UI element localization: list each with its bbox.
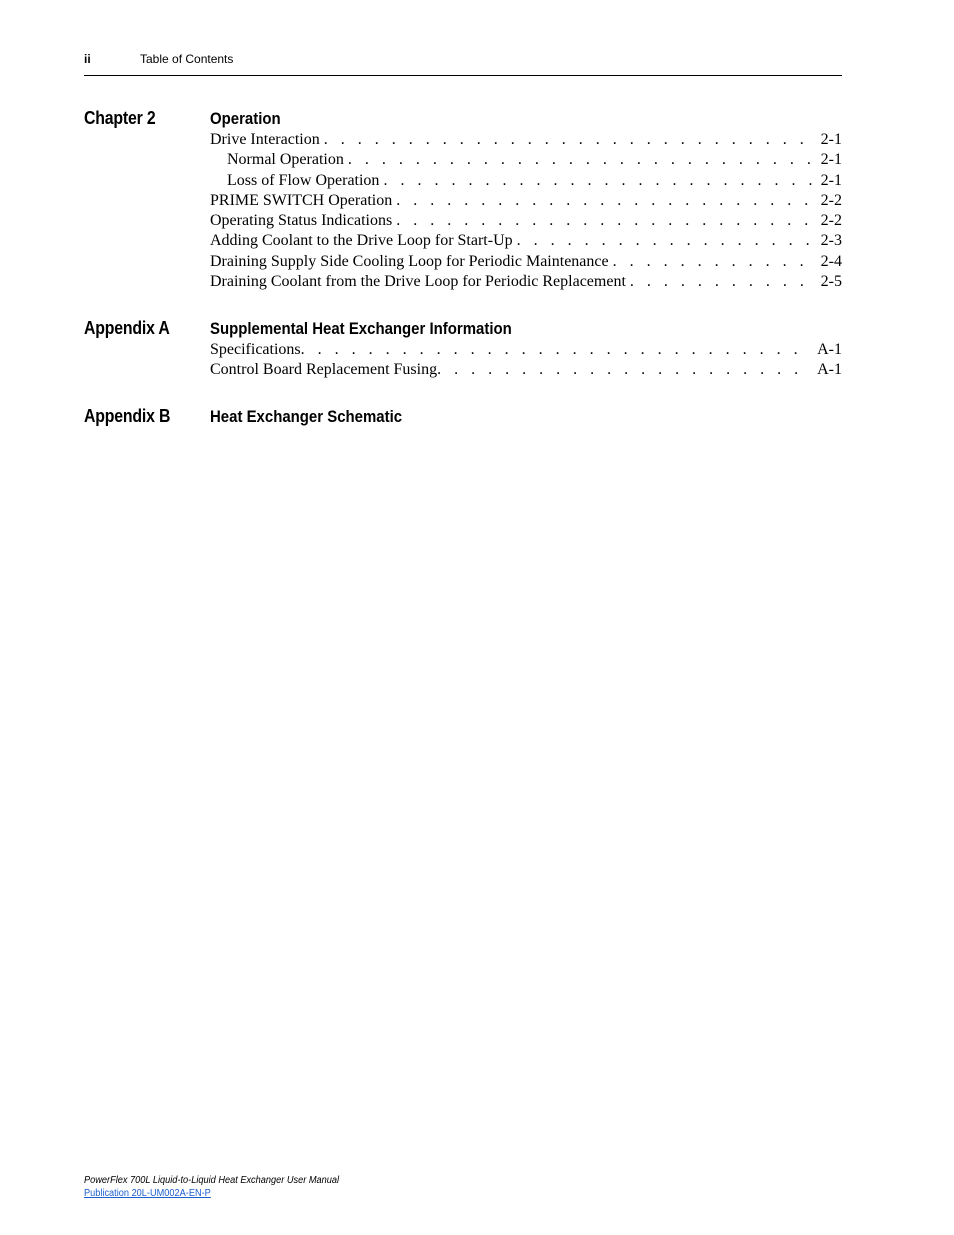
page-footer (84, 1175, 361, 1199)
publication-link[interactable]: Publication 20L-UM002A-EN-P (84, 1188, 211, 1199)
toc-entry-text: PRIME SWITCH Operation (210, 191, 393, 209)
toc-entry-page: 2-2 (820, 212, 842, 230)
toc-entry[interactable] (210, 340, 842, 360)
toc-entry-list (210, 130, 842, 292)
toc-entry[interactable] (210, 360, 842, 380)
toc-entry-page: A-1 (817, 341, 842, 358)
toc-entry-page: 2-4 (820, 252, 842, 270)
header-divider (84, 75, 842, 76)
running-title: Table of Contents (140, 52, 234, 66)
section-title[interactable]: Operation (210, 109, 281, 128)
toc-entry[interactable] (210, 211, 842, 231)
toc-entry[interactable] (210, 272, 842, 292)
dot-leader (396, 211, 814, 231)
section-label: Appendix A (84, 318, 170, 338)
dot-leader (396, 191, 814, 211)
dot-leader (383, 171, 814, 191)
toc-entry-text: Operating Status Indications (210, 212, 393, 230)
toc-entry-text: Specifications (210, 341, 301, 358)
toc-entry-text: Adding Coolant to the Drive Loop for Start-Up (210, 232, 513, 250)
section-title[interactable]: Heat Exchanger Schematic (210, 407, 403, 426)
toc-entry-page: 2-5 (820, 273, 842, 291)
section-label: Appendix B (84, 406, 171, 426)
toc-entry[interactable] (210, 252, 842, 272)
dot-leader (517, 231, 815, 251)
section-title[interactable]: Supplemental Heat Exchanger Information (210, 319, 512, 338)
dot-leader (630, 272, 815, 292)
toc-entry[interactable] (210, 130, 842, 150)
toc-entry-page: 2-1 (820, 131, 842, 148)
toc-entry-text: Draining Supply Side Cooling Loop for Periodic Maintenance (210, 252, 609, 270)
toc-entry-page: 2-2 (820, 191, 842, 209)
page-number: ii (84, 52, 91, 66)
toc-entry-text: Loss of Flow Operation (227, 171, 380, 189)
section-label: Chapter 2 (84, 108, 156, 128)
toc-entry-text: Normal Operation (227, 151, 344, 169)
dot-leader (324, 130, 815, 150)
dot-leader (348, 150, 815, 170)
toc-entry-page: A-1 (817, 361, 842, 379)
manual-title: PowerFlex 700L Liquid-to-Liquid Heat Exchanger User Manual (84, 1175, 340, 1186)
toc-entry[interactable] (210, 171, 842, 191)
dot-leader (437, 360, 811, 380)
toc-entry-text: Drive Interaction (210, 131, 320, 148)
toc-entry-text: Draining Coolant from the Drive Loop for Periodic Replacement (210, 273, 626, 291)
toc-entry-list (210, 340, 842, 381)
toc-entry[interactable] (210, 231, 842, 251)
toc-entry-text: Control Board Replacement Fusing (210, 361, 438, 379)
toc-entry-page: 2-1 (820, 171, 842, 189)
toc-entry[interactable] (210, 191, 842, 211)
dot-leader (613, 252, 815, 272)
dot-leader (301, 340, 811, 360)
toc-entry-page: 2-3 (820, 232, 842, 250)
toc-entry-page: 2-1 (820, 151, 842, 169)
toc-entry[interactable] (210, 150, 842, 170)
